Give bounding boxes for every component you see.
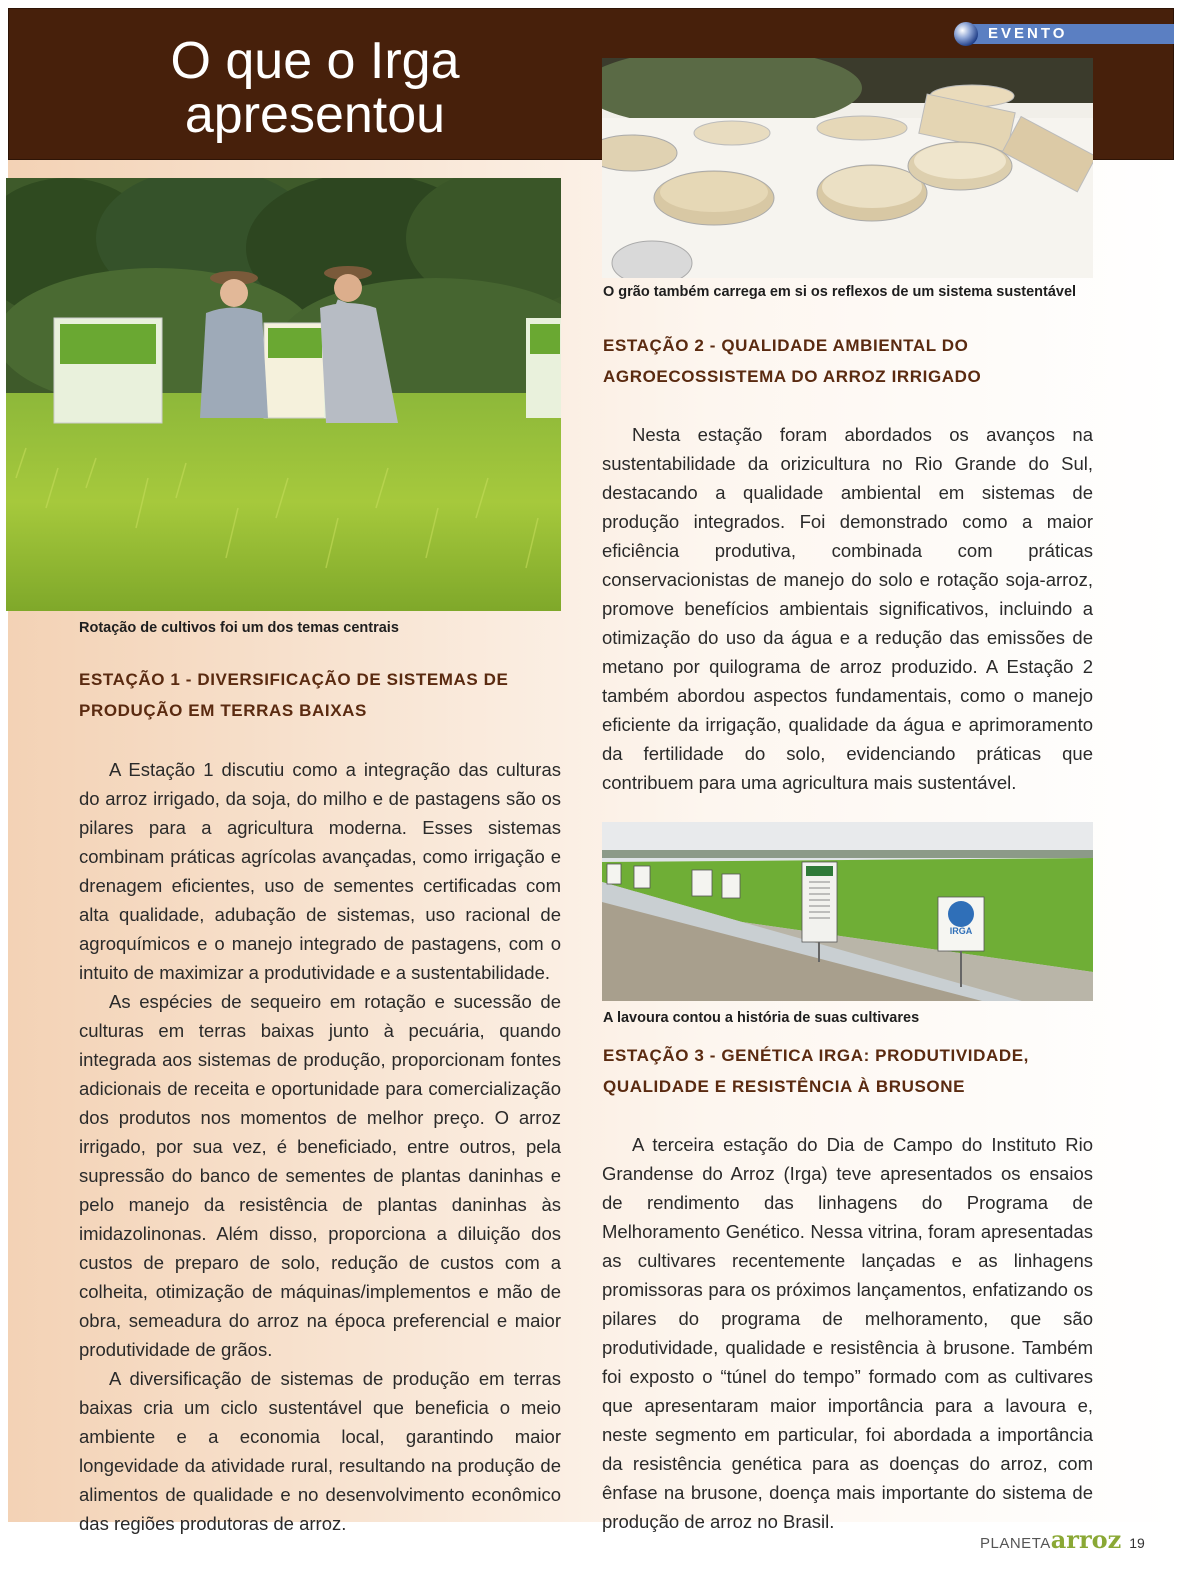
station1-paragraph: A Estação 1 discutiu como a integração das culturas do arroz irrigado, da soja, do milho e de pastagens são os pilares para a agricultura moderna. Esses sistemas combinam práticas agrícolas avançadas, como irrigação e drenagem eficientes, uso de sementes certificadas com alta qualidade, adubação de sistemas, uso racional de agroquímicos e o manejo integrado de pastagens, com o intuito de maximizar a produtividade e a sustentabilidade. <box>79 759 561 983</box>
station2-heading <box>603 330 1103 392</box>
station3-heading-line1: ESTAÇÃO 3 - GENÉTICA IRGA: PRODUTIVIDADE, <box>603 1046 1030 1065</box>
page-title: O que o Irga apresentou <box>170 32 460 144</box>
station2-heading-line2: AGROECOSSISTEMA DO ARROZ IRRIGADO <box>603 367 982 386</box>
globe-icon <box>954 22 978 46</box>
page-footer <box>980 1525 1145 1554</box>
crop-photo-caption: A lavoura contou a história de suas cultivares <box>603 1010 920 1026</box>
section-tag-label: EVENTO <box>964 24 1174 44</box>
station1-paragraph: As espécies de sequeiro em rotação e sucessão de culturas em terras baixas junto à pecuária, quando integrada aos sistemas de produção, proporcionam fontes adicionais de receita e oportunidade para comercialização dos produtos nos momentos de melhor preço. O arroz irrigado, por sua vez, é beneficiado, entre outros, pela supressão do banco de sementes de plantas daninhas e pelo manejo da resistência de plantas daninhas às imidazolinonas. Além disso, proporciona a diluição dos custos de preparo de solo, redução de custos com a colheita, otimização de máquinas/implementos e mão de obra, semeadura do arroz na época preferencial e maior produtividade de grãos. <box>79 991 561 1360</box>
station3-body <box>602 1130 1093 1536</box>
station3-paragraph: A terceira estação do Dia de Campo do Instituto Rio Grandense do Arroz (Irga) teve apresentados os ensaios de rendimento das linhagens do Programa de Melhoramento Genético. Nessa vitrina, foram apresentadas as cultivares recentemente lançadas e as linhagens promissoras para os próximos lançamentos, enfatizando os pilares do programa de melhoramento, que são produtividade, qualidade e resistência à brusone. Também foi exposto o “túnel do tempo” formado com as cultivares que apresentaram maior importância para a lavoura e, neste segmento em particular, foi abordada a importância da resistência genética para as doenças do arroz, com ênfase na brusone, doença mais importante do sistema de produção de arroz no Brasil. <box>602 1134 1093 1532</box>
station2-heading-line1: ESTAÇÃO 2 - QUALIDADE AMBIENTAL DO <box>603 336 969 355</box>
crop-photo <box>602 822 1093 1001</box>
brand-arroz: arroz <box>1050 1525 1122 1554</box>
station1-heading-line2: PRODUÇÃO EM TERRAS BAIXAS <box>79 701 367 720</box>
grains-photo-caption: O grão também carrega em si os reflexos de um sistema sustentável <box>603 284 1077 300</box>
station1-paragraph: A diversificação de sistemas de produção em terras baixas cria um ciclo sustentável que beneficia o meio ambiente e a economia local, garantindo maior longevidade da atividade rural, resultando na produção de alimentos de qualidade e no desenvolvimento econômico das regiões produtoras de arroz. <box>79 1368 561 1534</box>
field-photo-caption: Rotação de cultivos foi um dos temas centrais <box>79 620 399 636</box>
field-photo <box>6 178 561 611</box>
page-number: 19 <box>1129 1535 1145 1551</box>
station3-heading-line2: QUALIDADE E RESISTÊNCIA À BRUSONE <box>603 1077 966 1096</box>
grains-photo <box>602 58 1093 278</box>
station1-body <box>79 755 561 1538</box>
brand-planeta: PLANETA <box>980 1535 1051 1552</box>
station1-heading-line1: ESTAÇÃO 1 - DIVERSIFICAÇÃO DE SISTEMAS DE <box>79 670 509 689</box>
section-tag <box>954 22 1174 44</box>
station3-heading <box>603 1040 1113 1102</box>
irga-sign-logo: IRGA <box>949 926 973 936</box>
station2-paragraph: Nesta estação foram abordados os avanços na sustentabilidade da orizicultura no Rio Grande do Sul, destacando a qualidade ambiental em sistemas de produção integrados. Foi demonstrado como a maior eficiência produtiva, combinada com práticas conservacionistas de manejo do solo e rotação soja-arroz, promove benefícios ambientais significativos, incluindo a otimização do uso da água e a redução das emissões de metano por quilograma de arroz produzido. A Estação 2 também abordou aspectos fundamentais, como o manejo eficiente da irrigação, qualidade da água e aprimoramento da fertilidade do solo, evidenciando práticas que contribuem para uma agricultura mais sustentável. <box>602 424 1093 793</box>
station2-body <box>602 420 1093 797</box>
station1-heading <box>79 664 569 726</box>
